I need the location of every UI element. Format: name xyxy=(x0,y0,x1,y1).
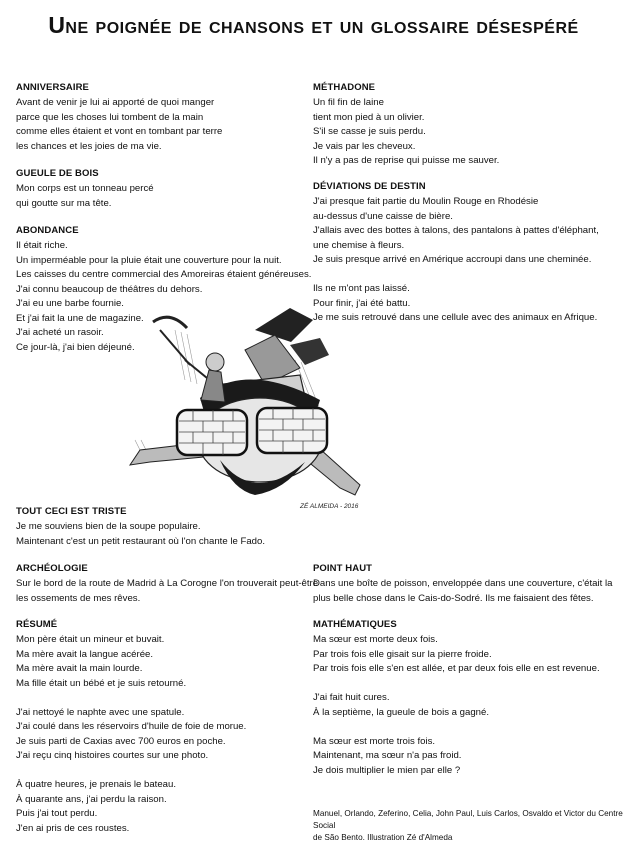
illustration xyxy=(115,290,367,530)
section-heading: ANNIVERSAIRE xyxy=(16,82,89,93)
section-text: Mon père était un mineur et buvait. Ma mère avait la langue acérée. Ma mère avait la main lourde. Ma fille était un bébé et je suis retourné. J'ai nettoyé le naphte avec une spatule. J'ai coulé dans les réservoirs d'huile de foie de morue. Je suis parti de Caxias avec 700 euros en poche. J'ai reçu cinq histoires courtes sur une photo. À quatre heures, je prenais le bateau. À quarante ans, j'ai perdu la raison. Puis j'ai tout perdu. J'en ai pris de ces roustes. xyxy=(16,634,247,834)
section-tout-ceci-est-triste xyxy=(16,506,265,549)
section-text: Mon corps est un tonneau percé qui goutte sur ma tête. xyxy=(16,183,154,209)
section-heading: DÉVIATIONS DE DESTIN xyxy=(313,181,426,192)
section-mathematiques xyxy=(313,619,600,778)
section-heading: ARCHÉOLOGIE xyxy=(16,563,88,574)
section-text: Dans une boîte de poisson, enveloppée dans une couverture, c'était la plus belle chose dans le Cais-do-Sodré. Ils me faisaient des fêtes. xyxy=(313,578,613,604)
section-heading: MÉTHADONE xyxy=(313,82,376,93)
credits-text: Manuel, Orlando, Zeferino, Celia, John Paul, Luis Carlos, Osvaldo et Victor du Centre Social de São Bento. Illustration Zé d'Almeda xyxy=(313,809,623,842)
section-text: Ma sœur est morte deux fois. Par trois fois elle gisait sur la pierre froide. Par trois fois elle s'en est allée, et par deux fois elle en est revenue. J'ai fait huit cures. À la septième, la gueule de bois a gagné. Ma sœur est morte trois fois. Maintenant, ma sœur n'a pas froid. Je dois multiplier le mien par elle ? xyxy=(313,634,600,776)
section-text: Il était riche. Un imperméable pour la pluie était une couverture pour la nuit. Les caisses du centre commercial des Amoreiras étaient généreuses. J'ai connu beaucoup de théâtres du dehors. J'ai eu une barbe fournie. Et j'ai fait la une de magazine. J'ai acheté un rasoir. Ce jour-là, j'ai bien déjeuné. xyxy=(16,240,312,353)
section-text: Sur le bord de la route de Madrid à La Corogne l'on trouverait peut-être les ossements de mes rêves. xyxy=(16,578,319,604)
section-heading: POINT HAUT xyxy=(313,563,373,574)
credits xyxy=(313,808,627,844)
section-text: Un fil fin de laine tient mon pied à un olivier. S'il se casse je suis perdu. Je vais par les cheveux. Il n'y a pas de reprise qui puisse me sauver. xyxy=(313,97,500,166)
section-methadone xyxy=(313,82,499,169)
section-anniversaire xyxy=(16,82,222,154)
section-resume xyxy=(16,619,246,836)
section-text: Je me souviens bien de la soupe populaire. Maintenant c'est un petit restaurant où l'on chante le Fado. xyxy=(16,521,265,547)
section-heading: GUEULE DE BOIS xyxy=(16,168,99,179)
section-heading: TOUT CECI EST TRISTE xyxy=(16,506,127,517)
section-heading: MATHÉMATIQUES xyxy=(313,619,397,630)
section-archeologie xyxy=(16,563,318,606)
illustration-signature: ZÉ ALMEIDA - 2016 xyxy=(300,503,359,510)
section-heading: ABONDANCE xyxy=(16,225,79,236)
section-gueule-de-bois xyxy=(16,168,154,211)
section-text: Avant de venir je lui ai apporté de quoi manger parce que les choses lui tombent de la main comme elles étaient et vont en tombant par terre les chances et les joies de ma vie. xyxy=(16,97,223,152)
page-title: Une poignée de chansons et un glossaire désespéré xyxy=(48,12,579,38)
section-text: J'ai presque fait partie du Moulin Rouge en Rhodésie au-dessus d'une caisse de bière. J'allais avec des bottes à talons, des pantalons à pattes d'éléphant, une chemise à fleurs. Je suis presque arrivé en Amérique accroupi dans une cheminée. Ils ne m'ont pas laissé. Pour finir, j'ai été battu. Je me suis retrouvé dans une cellule avec des animaux en Afrique. xyxy=(313,196,599,323)
section-point-haut xyxy=(313,563,612,606)
section-heading: RÉSUMÉ xyxy=(16,619,58,630)
